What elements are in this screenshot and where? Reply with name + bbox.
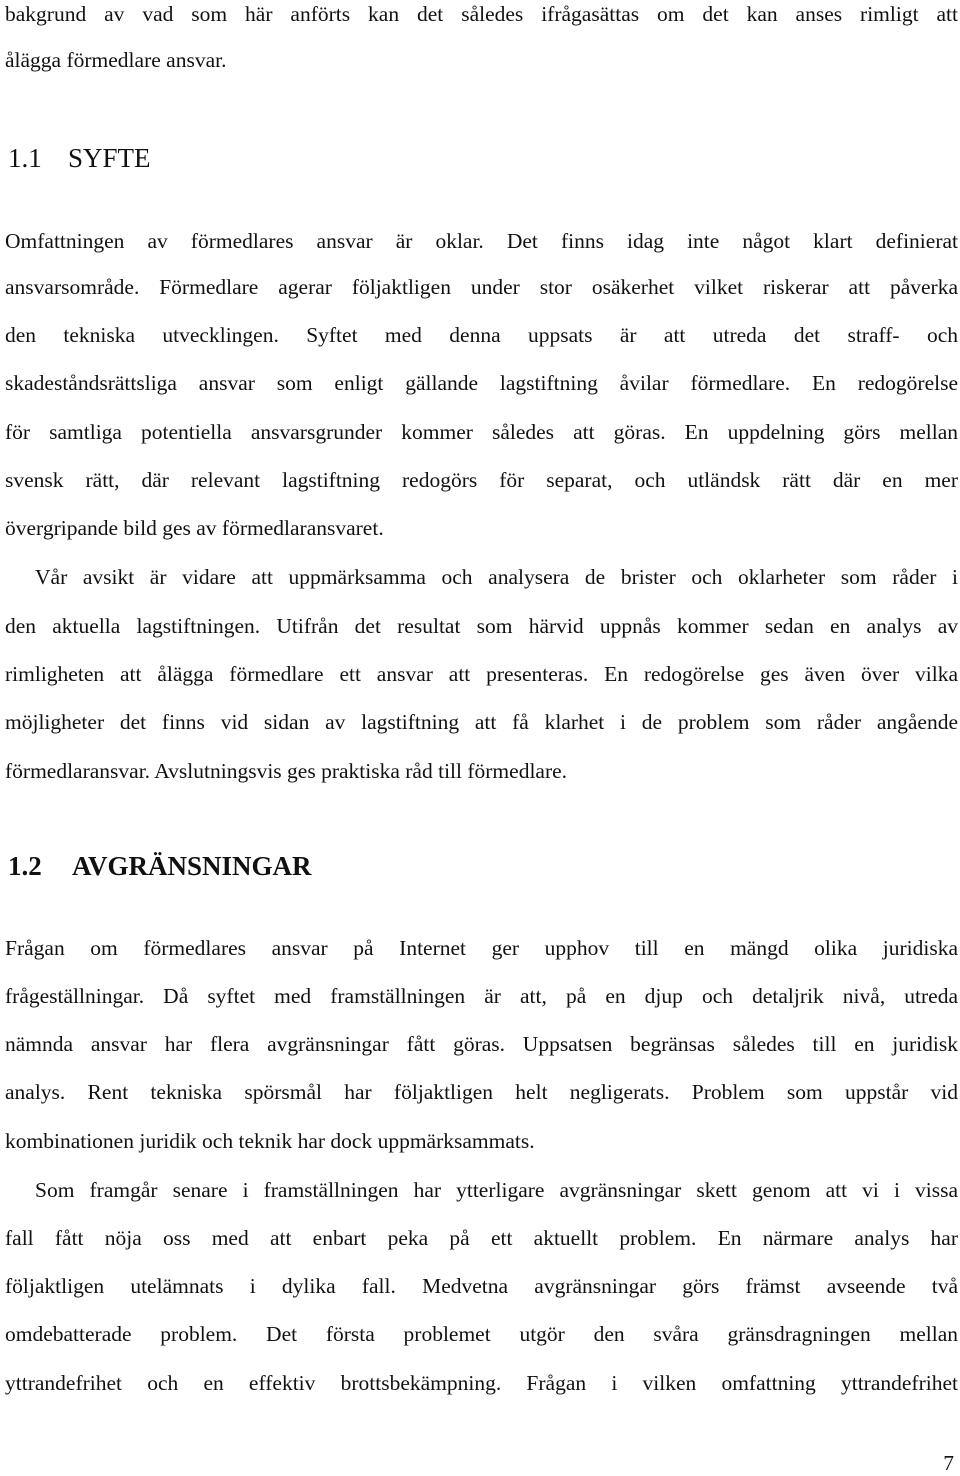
section-heading-syfte xyxy=(8,141,151,175)
body-text-line: ansvarsområde. Förmedlare agerar följaktligen under stor osäkerhet vilket riskerar att påverka xyxy=(5,275,958,299)
body-text-line: Frågan om förmedlares ansvar på Internet ger upphov till en mängd olika juridiska xyxy=(5,936,958,960)
section-number: 1.2 xyxy=(8,851,42,881)
section-title: SYFTE xyxy=(68,143,151,173)
section-heading-avgransningar xyxy=(8,849,312,883)
section-title: AVGRÄNSNINGAR xyxy=(72,851,312,881)
body-text-line: nämnda ansvar har flera avgränsningar fått göras. Uppsatsen begränsas således till en juridisk xyxy=(5,1032,958,1056)
body-text-line: möjligheter det finns vid sidan av lagstiftning att få klarhet i de problem som råder angående xyxy=(5,710,958,734)
body-text-line: skadeståndsrättsliga ansvar som enligt gällande lagstiftning åvilar förmedlare. En redogörelse xyxy=(5,371,958,395)
body-text-line: övergripande bild ges av förmedlaransvaret. xyxy=(5,516,384,540)
body-text-line: den tekniska utvecklingen. Syftet med denna uppsats är att utreda det straff- och xyxy=(5,323,958,347)
body-text-line: bakgrund av vad som här anförts kan det således ifrågasättas om det kan anses rimligt att xyxy=(5,2,958,26)
body-text-line: ålägga förmedlare ansvar. xyxy=(5,48,227,72)
body-text-line: svensk rätt, där relevant lagstiftning redogörs för separat, och utländsk rätt där en mer xyxy=(5,468,958,492)
body-text-line: förmedlaransvar. Avslutningsvis ges praktiska råd till förmedlare. xyxy=(5,759,568,783)
body-text-line: Omfattningen av förmedlares ansvar är oklar. Det finns idag inte något klart definierat xyxy=(5,229,958,253)
body-text-line: omdebatterade problem. Det första problemet utgör den svåra gränsdragningen mellan xyxy=(5,1322,958,1346)
body-text-line: för samtliga potentiella ansvarsgrunder kommer således att göras. En uppdelning görs mellan xyxy=(5,420,958,444)
body-text-line: rimligheten att ålägga förmedlare ett ansvar att presenteras. En redogörelse ges även över vilka xyxy=(5,662,958,686)
section-number: 1.1 xyxy=(8,143,42,173)
body-text-line: fall fått nöja oss med att enbart peka på ett aktuellt problem. En närmare analys har xyxy=(5,1226,958,1250)
body-text-line: Som framgår senare i framställningen har ytterligare avgränsningar skett genom att vi i vissa xyxy=(35,1178,958,1202)
body-text-line: yttrandefrihet och en effektiv brottsbekämpning. Frågan i vilken omfattning yttrandefrihet xyxy=(5,1371,958,1395)
body-text-line: Vår avsikt är vidare att uppmärksamma och analysera de brister och oklarheter som råder i xyxy=(35,565,958,589)
page-number: 7 xyxy=(943,1451,954,1475)
body-text-line: den aktuella lagstiftningen. Utifrån det resultat som härvid uppnås kommer sedan en analys av xyxy=(5,614,958,638)
body-text-line: kombinationen juridik och teknik har dock uppmärksammats. xyxy=(5,1129,535,1153)
body-text-line: frågeställningar. Då syftet med framställningen är att, på en djup och detaljrik nivå, utreda xyxy=(5,984,958,1008)
body-text-line: följaktligen utelämnats i dylika fall. Medvetna avgränsningar görs främst avseende två xyxy=(5,1274,958,1298)
body-text-line: analys. Rent tekniska spörsmål har följaktligen helt negligerats. Problem som uppstår vid xyxy=(5,1080,958,1104)
